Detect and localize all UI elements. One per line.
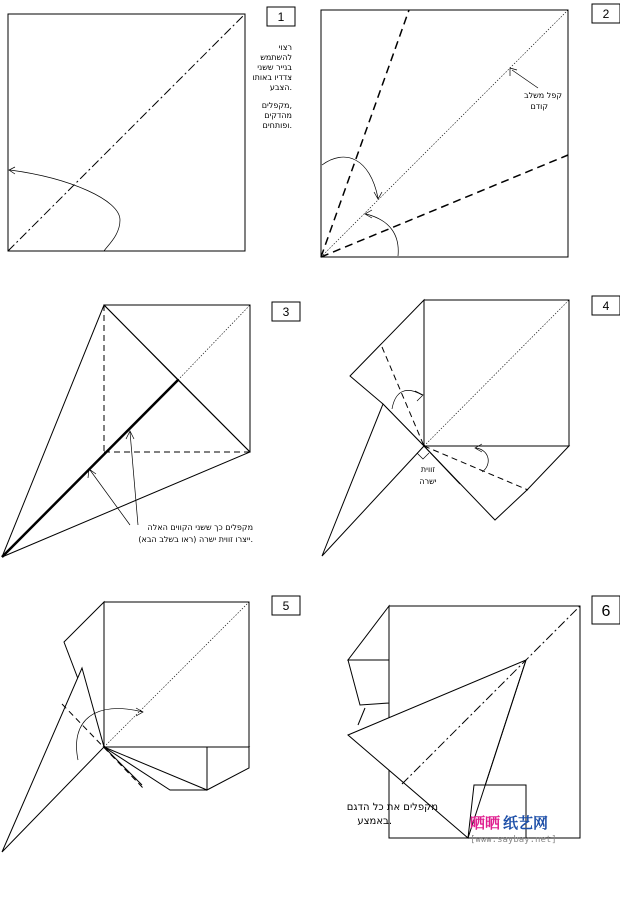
- step-6: [347, 596, 620, 838]
- step-1-number: 1: [277, 10, 285, 24]
- step-1-note-line-2: להשתמש: [260, 53, 292, 62]
- step-5-long-flap: [2, 668, 104, 852]
- step-3-note-line-1: מקפלים כך ששני הקווים האלה: [147, 523, 253, 532]
- step-4-right-angle-mark: [417, 453, 429, 459]
- step-2-number-box: [592, 4, 620, 23]
- step-6-number-box: [592, 596, 620, 624]
- step-6-left-pocket: [348, 660, 389, 705]
- step-5-right-pocket: [207, 747, 249, 790]
- watermark-brand-part2: 纸艺网: [503, 814, 549, 832]
- step-3-number: 3: [282, 305, 290, 319]
- step-6-top-left-flap: [348, 606, 389, 660]
- watermark-url: [www.saybay.net]: [470, 835, 557, 845]
- step-1-note-line-8: ופותחים.: [262, 121, 292, 130]
- step-6-note-line-1: מקפלים את כל הדגם: [346, 802, 438, 813]
- step-5-number-box: [272, 596, 300, 615]
- step-4-right-flap: [424, 446, 569, 520]
- step-1-note-line-5: הצבע.: [269, 83, 292, 92]
- watermark-logo: [470, 814, 557, 845]
- step-1-note-line-4: צדדיו באותו: [252, 73, 292, 82]
- step-2-number: 2: [602, 7, 610, 21]
- step-1-note-line-6: מקפלים,: [261, 101, 292, 110]
- step-5-number: 5: [282, 599, 290, 613]
- step-1-note-line-1: רצוי: [278, 43, 292, 52]
- step-4-note-line-1: זווית: [420, 465, 436, 474]
- step-3: [2, 302, 300, 557]
- step-5: [2, 596, 300, 852]
- step-4-note-line-2: ישרה: [419, 477, 437, 486]
- step-1-note-line-7: מהדקים: [264, 111, 292, 120]
- step-3-note-line-2: ייצרו זווית ישרה (ראו בשלב הבא).: [138, 535, 253, 544]
- step-6-inner-edge: [358, 708, 365, 725]
- step-1-note-line-3: בנייר ששני: [257, 63, 292, 72]
- step-6-note-line-2: באמצע.: [357, 816, 392, 827]
- step-6-number: 6: [601, 603, 611, 620]
- step-4: [322, 296, 620, 556]
- step-2-note-line-2: קודם: [530, 102, 548, 111]
- step-3-number-box: [272, 302, 300, 321]
- step-1-number-box: [267, 7, 295, 26]
- step-1: [8, 7, 295, 251]
- step-2: [321, 4, 620, 257]
- step-4-number: 4: [602, 299, 610, 313]
- watermark-brand-part1: 晒晒: [470, 814, 501, 832]
- step-2-note-line-1: קפל משלב: [523, 91, 562, 100]
- step-4-number-box: [592, 296, 620, 315]
